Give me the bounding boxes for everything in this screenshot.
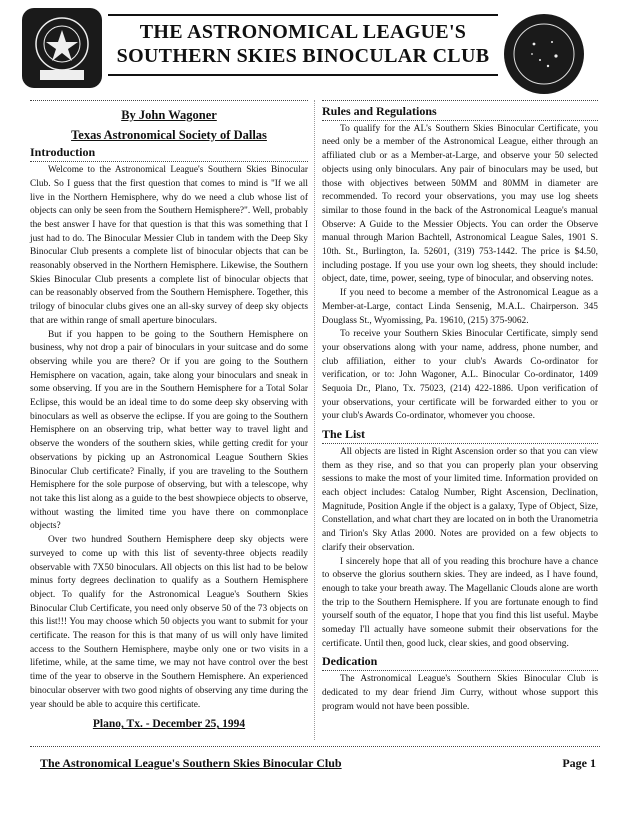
footer-title: The Astronomical League's Southern Skies Binocular Club <box>40 756 342 770</box>
rules-paragraph-2: If you need to become a member of the Astronomical League as a Member-at-Large, contact Linda Sensenig, M.A.L. Chairperson. 345 Douglass St., Wyomissing, Pa. 19610, (215) 375-9062. <box>322 288 598 326</box>
masthead <box>108 14 498 76</box>
introduction-heading: Introduction <box>30 146 308 162</box>
list-paragraph-2: I sincerely hope that all of you reading this brochure have a chance to observe the glorius southern skies. They are indeed, as I have found, enough to take your breath away. The Magellanic Clouds alone are worth the trip to the Southern Hemisphere. If you are fortunate enough to find yourself south of the equator, I hope that you find this list useful. Maybe someday I'll actually have someone submit their observations for the certificate. Until then, good luck, clear skies, and good observing. <box>322 556 598 649</box>
intro-paragraph-3: Over two hundred Southern Hemisphere deep sky objects were surveyed to come up with this list of seventy-three objects readily observable with 7X50 binoculars. All objects on this list had to be below minus forty degrees declination to qualify as a Southern Hemisphere object. To qualify for the Astronomical League's Southern Skies Binocular Club Certificate, you need only observe 50 of the 73 objects on this list!!! You may choose which 50 objects you want to submit for your certificate. The reason for this is that many of us will only have limited access to the Southern Hemisphere, maybe only one or two visits in a lifetime, while, at the same time, we may not have control over the best time of the year to observe in the Southern Hemisphere. An experienced binocular observer with two good nights of observing any time during the year should be able to acquire this certificate. <box>30 535 308 710</box>
intro-paragraph-1: Welcome to the Astronomical League's Southern Skies Binocular Club. So I guess that the first question that comes to mind is "If we all live in the Northern Hemisphere, why do we need a club whose list of objects can only be seen from the Southern Hemisphere?". Well, probably the best answer I have for that question is that this was something that I just had to do. The Binocular Messier Club in tandem with the Deep Sky Binocular Club presents a complete list of binocular objects that can be reasonably observed in the Northern Hemisphere. Likewise, the Southern Skies Binocular Club presents a complete list of binocular objects that can be reasonably observed from the Southern Hemisphere. Together, this trilogy of binocular clubs gives one an all-sky survey of deep sky objects that are within range of small aperture binoculars. <box>30 165 308 326</box>
author-name: By John Wagoner <box>121 108 217 122</box>
column-divider <box>314 100 315 740</box>
list-paragraph-1: All objects are listed in Right Ascension order so that you can view them as they rise, and so that you can properly plan your observing sessions to make the most of your limited time. Information provided on each object includes: Catalog Number, Right Ascension, Declination, Magnitude, Position Angle if the object is a galaxy, Type of Object, Size, Constellation, and what chart they are located on in both the Uranometria and Tirion's Sky Atlas 2000. Notes are provided on a few objects to clarify their observation. <box>322 446 598 553</box>
rules-heading: Rules and Regulations <box>322 105 598 121</box>
right-column <box>322 100 598 714</box>
astronomical-league-logo <box>22 8 102 88</box>
league-emblem-icon <box>22 8 102 88</box>
rules-paragraph-3: To receive your Southern Skies Binocular Certificate, simply send your observations along with your name, address, phone number, and club affiliation, either to your club's Awards Co-ordinator for verification, or to: John Wagoner, A.L. Binocular Co-ordinator, 1409 Sequoia Dr., Plano, Tx. 75023, (214) 422-1886. Upon verification of your observations, your certificate will be forwarded either to you or your club's Awards Co-ordinator, whomever you choose. <box>322 329 598 422</box>
title-line-1: THE ASTRONOMICAL LEAGUE'S <box>139 21 467 43</box>
left-column <box>30 100 308 732</box>
dedication-heading: Dedication <box>322 655 598 671</box>
footer-rule <box>30 746 600 747</box>
dedication-paragraph: The Astronomical League's Southern Skies Binocular Club is dedicated to my dear friend Jim Curry, without whose support this program would not have been possible. <box>322 674 598 712</box>
tas-dallas-logo <box>504 14 584 94</box>
society-seal-icon <box>504 14 584 94</box>
place-date: Plano, Tx. - December 25, 1994 <box>92 718 246 731</box>
rules-paragraph-1: To qualify for the AL's Southern Skies Binocular Certificate, you need only be a member of the Astronomical League, either through an affiliated club or as a Member-at-Large, and observe your 50 selected objects using only binoculars. Any pair of binoculars may be used, but those with objectives between 50MM and 80MM in diameter are recommended. To record your observations, you may use log sheets similar to those found in the back of the Astronomical League's manual Observe: A Guide to the Messier Objects. You can order the Observe manual through Marion Bachtell, Astronomical League Sales, 1901 S. 10th. St., Burlington, Ia. 52601, (319) 753-1442. The price is $4.50, including postage. If you use your own log sheets, they should include: object, date, time, power, seeing, type of binocular, and observing notes. <box>322 123 598 285</box>
title-line-2: SOUTHERN SKIES BINOCULAR CLUB <box>116 45 490 67</box>
intro-paragraph-2: But if you happen to be going to the Southern Hemisphere on business, why not drop a pair of binoculars in your suitcase and do some observing while you are there? Or if you are going to the Southern Hemisphere on vacation, again, take along your binoculars and sneak in some observing. If you are in the Southern Hemisphere for a Total Solar Eclipse, this would be an ideal time to do some deep sky observing with binoculars as well as observe the eclipse. If you are going to the Southern Hemisphere on an observing trip, what better way to travel light and observe the wonders of the southern skies, while getting credit for your observations by picking up an Astronomical League Southern Skies Binocular Club certificate? Finally, if you are traveling to the Southern Hemisphere for the sole purpose of observing, but with a telescope, why not take this list along as a guide to the best showpiece objects to observe, without wasting the limited time you have there on commonplace objects? <box>30 329 308 532</box>
society-name: Texas Astronomical Society of Dallas <box>71 127 267 142</box>
page-number: Page 1 <box>562 756 596 770</box>
list-heading: The List <box>322 428 598 444</box>
